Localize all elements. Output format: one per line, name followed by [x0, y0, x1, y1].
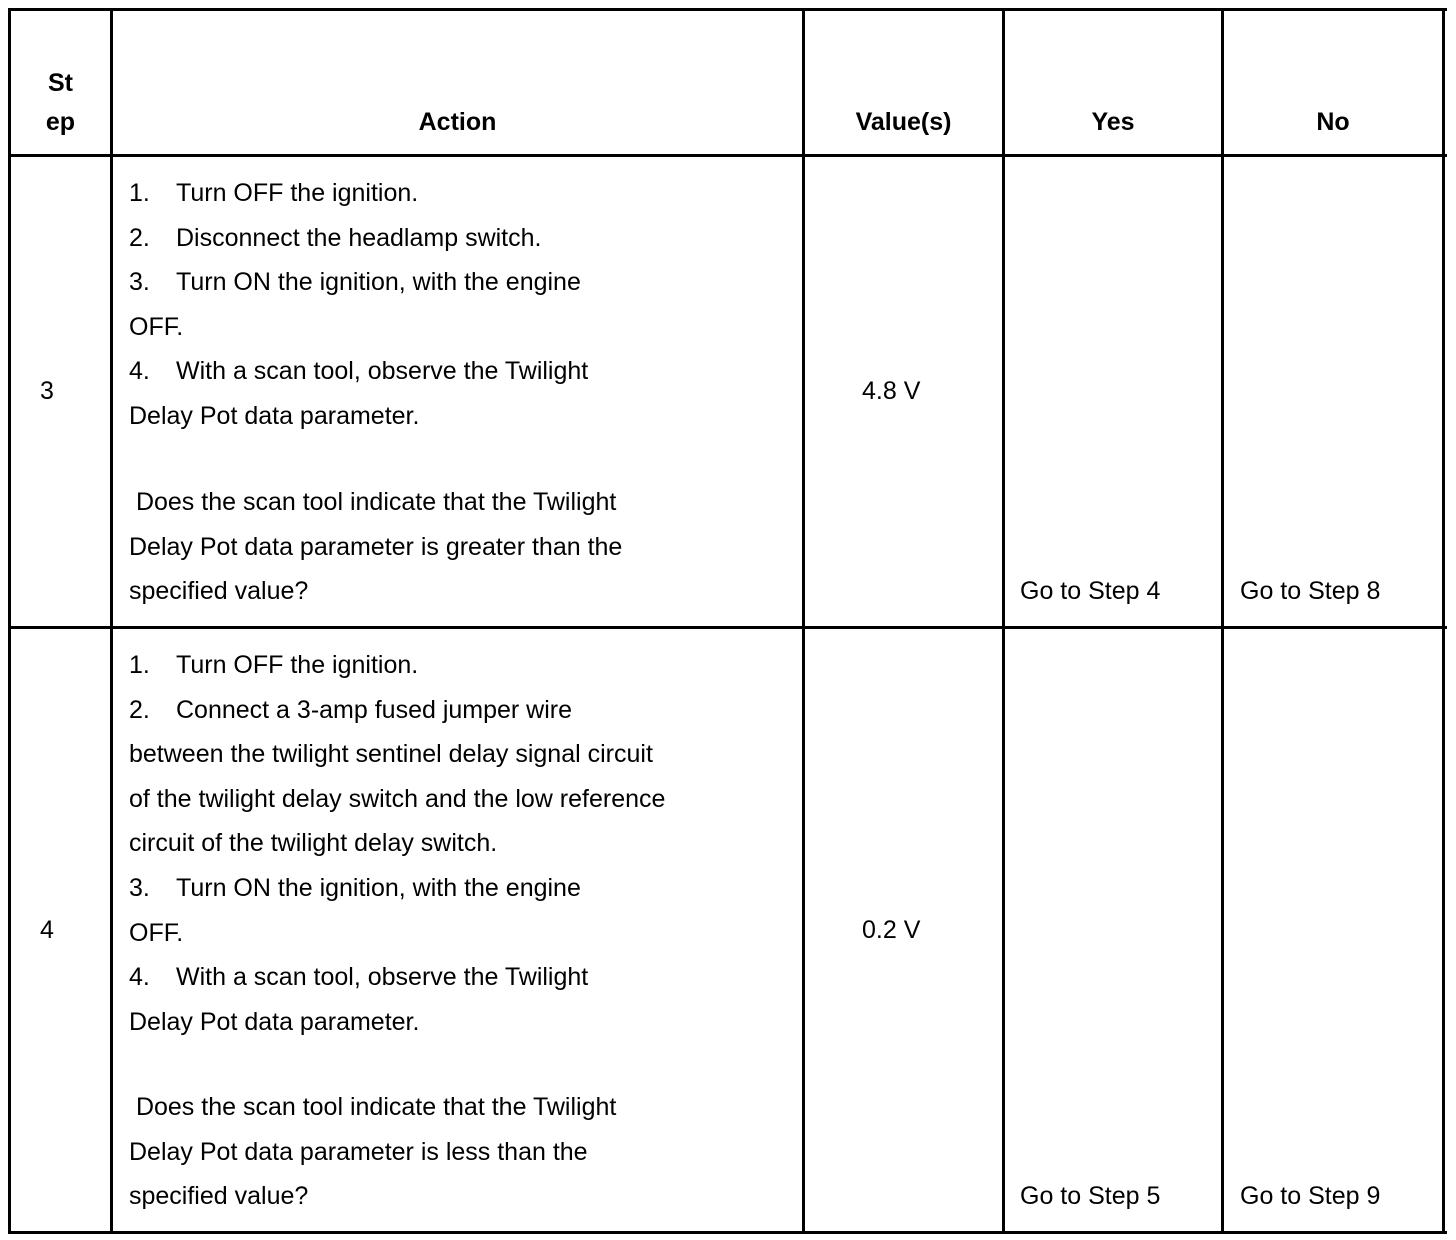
action-line: OFF.	[129, 312, 184, 341]
table-border-bottom	[8, 1231, 1447, 1234]
action-steps	[129, 643, 799, 1044]
action-line: 2. Disconnect the headlamp switch.	[129, 223, 542, 252]
table-border-right	[1442, 8, 1445, 1234]
action-line: 3. Turn ON the ignition, with the engine	[129, 268, 581, 297]
column-divider-step	[110, 8, 113, 1234]
yes-result: Go to Step 5	[1020, 1182, 1161, 1210]
action-line: OFF.	[129, 918, 184, 947]
action-question	[129, 480, 799, 614]
table-border-left	[8, 8, 11, 1234]
header-action: Action	[418, 108, 497, 136]
header-step-line1: St	[48, 69, 73, 97]
question-line: specified value?	[129, 577, 309, 606]
header-yes: Yes	[1091, 108, 1135, 136]
action-line: Delay Pot data parameter.	[129, 1007, 420, 1036]
action-question	[129, 1085, 799, 1219]
action-line: 2. Connect a 3-amp fused jumper wire	[129, 695, 573, 724]
action-line: Delay Pot data parameter.	[129, 401, 420, 430]
question-line: Delay Pot data parameter is greater than the	[129, 532, 623, 561]
step-number: 4	[40, 916, 54, 944]
action-line: of the twilight delay switch and the low reference	[129, 784, 666, 813]
action-line: 4. With a scan tool, observe the Twilight	[129, 963, 589, 992]
question-line: Delay Pot data parameter is less than the	[129, 1137, 588, 1166]
header-divider	[8, 154, 1447, 157]
action-line: 1. Turn OFF the ignition.	[129, 651, 419, 679]
header-step-line2: ep	[45, 108, 76, 136]
no-result: Go to Step 9	[1240, 1182, 1381, 1210]
question-line: specified value?	[129, 1182, 309, 1211]
column-divider-value	[1002, 8, 1005, 1234]
header-no: No	[1316, 108, 1350, 136]
question-line: Does the scan tool indicate that the Twilight	[129, 1093, 617, 1121]
header-step	[11, 64, 110, 142]
row-divider	[8, 626, 1447, 629]
action-line: 3. Turn ON the ignition, with the engine	[129, 873, 581, 902]
table-border-top	[8, 8, 1447, 11]
action-line: 4. With a scan tool, observe the Twilight	[129, 357, 589, 386]
column-divider-yes	[1221, 8, 1224, 1234]
header-values: Value(s)	[855, 108, 952, 136]
specified-value: 4.8 V	[862, 377, 921, 405]
yes-result: Go to Step 4	[1020, 577, 1161, 605]
action-steps	[129, 171, 799, 439]
action-line: 1. Turn OFF the ignition.	[129, 179, 419, 207]
column-divider-action	[802, 8, 805, 1234]
no-result: Go to Step 8	[1240, 577, 1381, 605]
step-number: 3	[40, 377, 54, 405]
specified-value: 0.2 V	[862, 916, 921, 944]
action-line: between the twilight sentinel delay signal circuit	[129, 740, 653, 769]
action-line: circuit of the twilight delay switch.	[129, 829, 498, 858]
question-line: Does the scan tool indicate that the Twilight	[129, 488, 617, 516]
